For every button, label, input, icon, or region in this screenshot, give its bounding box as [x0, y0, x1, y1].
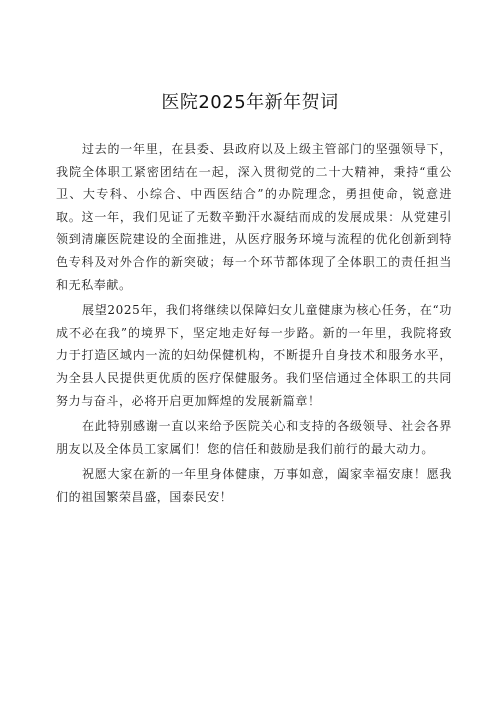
paragraph-outlook: 展望2025年，我们将继续以保障妇女儿童健康为核心任务，在“功成不必在我”的境界下，坚定地走好每一步路。新的一年里，我院将致力于打造区域内一流的妇幼保健机构，不断提升自身技术和服务水平，为全县人民提供更优质的医疗保健服务。我们坚信通过全体职工的共同努力与奋斗，必将开启更加辉煌的发展新篇章！: [56, 303, 452, 408]
paragraph-thanks: 在此特别感谢一直以来给予医院关心和支持的各级领导、社会各界朋友以及全体员工家属们！您的信任和鼓励是我们前行的最大动力。: [56, 419, 452, 456]
page-title: 医院2025年新年贺词: [161, 92, 339, 113]
paragraph-wishes: 祝愿大家在新的一年里身体健康，万事如意，阖家幸福安康！愿我们的祖国繁荣昌盛，国泰民安！: [56, 467, 452, 504]
paragraph-review: 过去的一年里，在县委、县政府以及上级主管部门的坚强领导下，我院全体职工紧密团结在一起，深入贯彻党的二十大精神，秉持“重公卫、大专科、小综合、中西医结合”的办院理念，勇担使命，锐意进取。这一年，我们见证了无数辛勤汗水凝结而成的发展成果：从党建引领到清廉医院建设的全面推进，从医疗服务环境与流程的优化创新到特色专科及对外合作的新突破；每一个环节都体现了全体职工的责任担当和无私奉献。: [56, 142, 452, 292]
document-body: [56, 138, 452, 512]
